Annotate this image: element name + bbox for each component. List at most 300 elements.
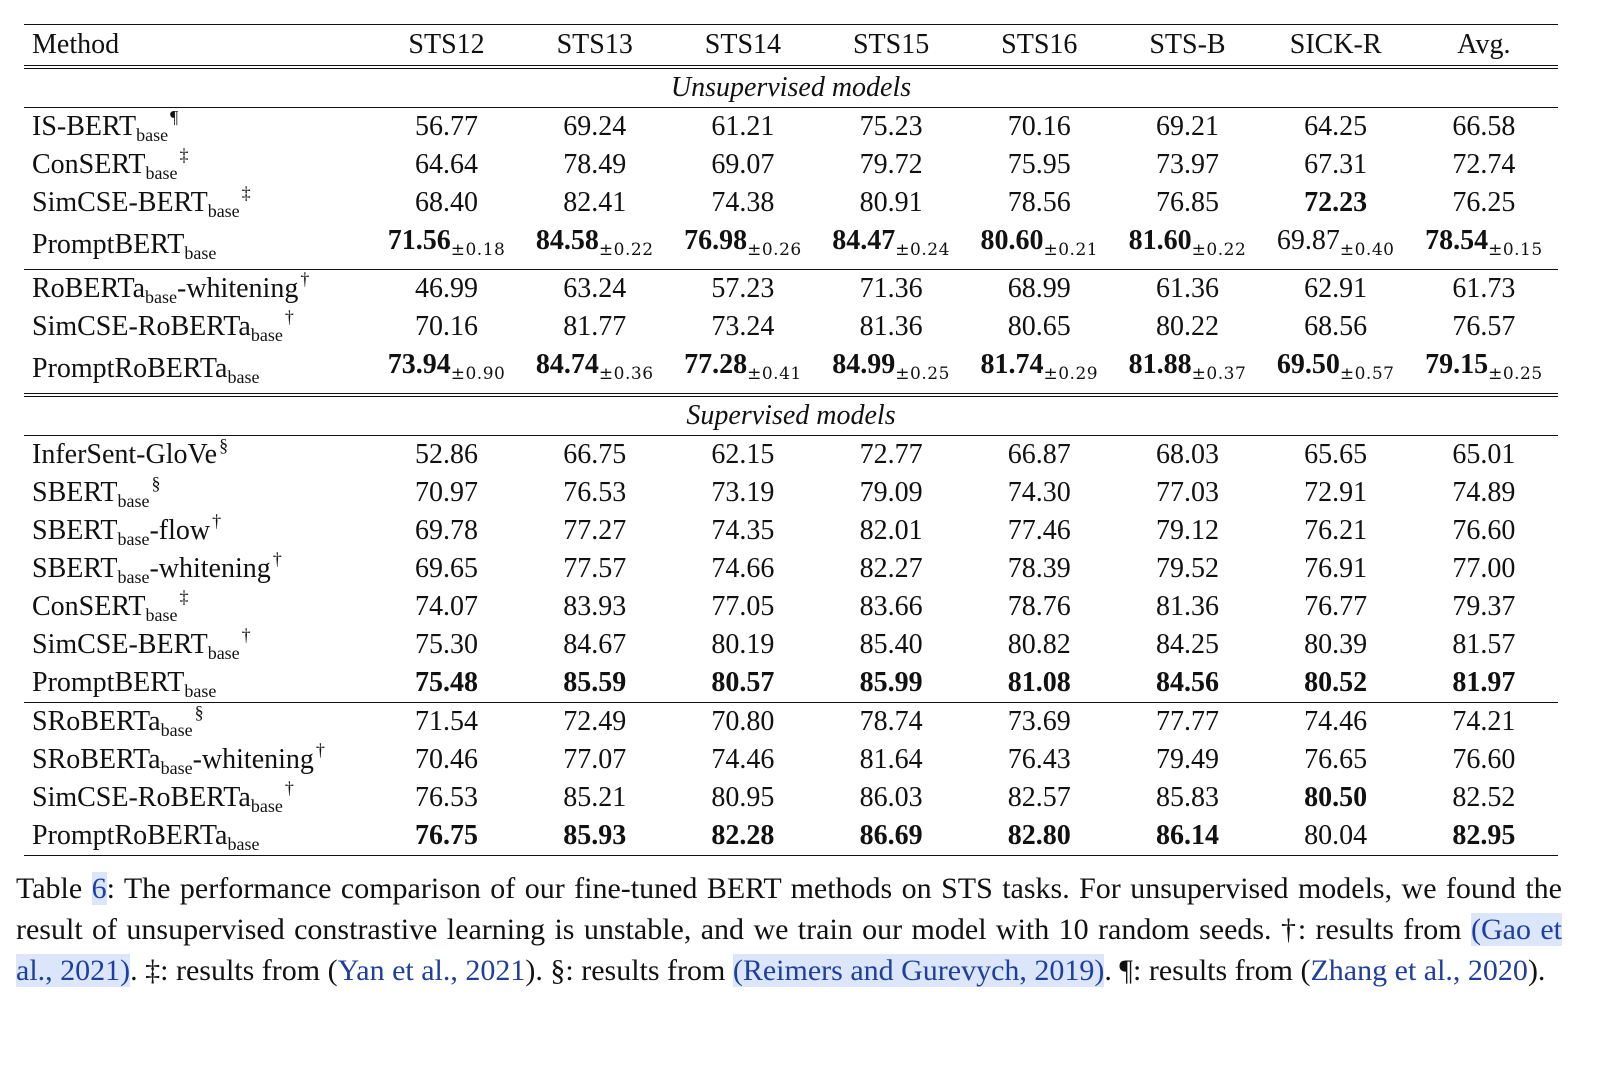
header-sts13: STS13 xyxy=(521,25,669,67)
score-cell xyxy=(1113,664,1261,703)
source-mark: § xyxy=(151,472,161,493)
method-subscript: base xyxy=(207,200,240,221)
score-value: 82.28 xyxy=(711,819,775,851)
score-cell xyxy=(1113,817,1261,856)
score-cell xyxy=(669,346,817,395)
citation-reimers-2019[interactable]: (Reimers and Gurevych, 2019) xyxy=(732,954,1105,987)
method-cell xyxy=(24,626,372,664)
score-value: 79.72 xyxy=(859,148,923,180)
table-row xyxy=(24,269,1558,308)
score-cell xyxy=(372,702,520,741)
score-value: 80.19 xyxy=(711,628,775,660)
score-std: ±0.26 xyxy=(747,239,802,260)
method-cell xyxy=(24,741,372,779)
score-value: 76.21 xyxy=(1304,514,1368,546)
score-value: 81.64 xyxy=(859,743,923,775)
score-value: 70.46 xyxy=(415,743,479,775)
score-cell xyxy=(1262,741,1410,779)
score-value: 69.65 xyxy=(415,552,479,584)
score-value: 74.89 xyxy=(1452,476,1516,508)
score-value: 80.95 xyxy=(711,781,775,813)
score-value: 74.21 xyxy=(1452,705,1516,737)
score-value: 63.24 xyxy=(563,272,627,304)
score-value: 75.30 xyxy=(415,628,479,660)
source-mark: † xyxy=(272,548,282,569)
citation-gao-2021[interactable]: (Gao et al., 2021) xyxy=(16,913,1562,987)
score-value: 70.97 xyxy=(415,476,479,508)
score-cell xyxy=(372,308,520,346)
score-value: 69.07 xyxy=(711,148,775,180)
table-row xyxy=(24,474,1558,512)
score-cell xyxy=(521,702,669,741)
score-value: 69.24 xyxy=(563,110,627,142)
caption-text-3: ). §: results from xyxy=(525,954,733,987)
method-name: SimCSE-BERT xyxy=(32,186,208,218)
header-sts16: STS16 xyxy=(965,25,1113,67)
score-value: 78.39 xyxy=(1007,552,1071,584)
score-cell xyxy=(1262,346,1410,395)
score-value: 82.80 xyxy=(1007,819,1071,851)
score-value: 76.43 xyxy=(1007,743,1071,775)
method-subscript: base xyxy=(145,162,178,183)
score-cell xyxy=(817,308,965,346)
score-cell xyxy=(669,308,817,346)
score-cell xyxy=(372,184,520,222)
score-value: 65.65 xyxy=(1304,438,1368,470)
score-cell xyxy=(965,626,1113,664)
score-std: ±0.57 xyxy=(1339,363,1395,384)
score-std: ±0.25 xyxy=(1488,363,1543,384)
score-cell xyxy=(1262,222,1410,270)
score-cell xyxy=(817,269,965,308)
score-value: 46.99 xyxy=(415,272,479,304)
method-cell xyxy=(24,664,372,703)
score-std: ±0.40 xyxy=(1339,239,1395,260)
score-value: 77.57 xyxy=(563,552,627,584)
score-cell xyxy=(1113,107,1261,146)
method-subscript: base xyxy=(117,566,150,587)
score-cell xyxy=(817,146,965,184)
score-cell xyxy=(372,269,520,308)
score-cell xyxy=(1262,146,1410,184)
table-row xyxy=(24,779,1558,817)
score-cell xyxy=(965,222,1113,270)
source-mark: † xyxy=(300,268,310,289)
score-value: 61.73 xyxy=(1452,272,1516,304)
score-cell xyxy=(1262,107,1410,146)
source-mark: § xyxy=(219,434,229,455)
table-row xyxy=(24,308,1558,346)
score-value: 66.58 xyxy=(1452,110,1516,142)
score-cell xyxy=(817,779,965,817)
score-cell xyxy=(1410,435,1558,474)
method-suffix: -whitening xyxy=(177,272,299,304)
score-value: 79.52 xyxy=(1155,552,1219,584)
score-value: 86.14 xyxy=(1155,819,1219,851)
score-value: 74.07 xyxy=(415,590,479,622)
table-row xyxy=(24,741,1558,779)
score-cell xyxy=(521,146,669,184)
score-value: 69.78 xyxy=(415,514,479,546)
score-value: 72.23 xyxy=(1304,186,1368,218)
score-cell xyxy=(521,817,669,856)
method-cell xyxy=(24,512,372,550)
score-cell xyxy=(372,741,520,779)
score-value: 57.23 xyxy=(711,272,775,304)
score-cell xyxy=(1410,779,1558,817)
score-value: 79.09 xyxy=(859,476,923,508)
caption-label: Table xyxy=(16,872,92,905)
method-subscript: base xyxy=(160,719,193,740)
score-cell xyxy=(1410,474,1558,512)
score-cell xyxy=(1262,512,1410,550)
score-cell xyxy=(965,512,1113,550)
score-std: ±0.29 xyxy=(1043,363,1099,384)
score-value: 81.74 xyxy=(980,348,1044,380)
score-std: ±0.22 xyxy=(1191,239,1247,260)
table-row xyxy=(24,512,1558,550)
score-value: 71.36 xyxy=(859,272,923,304)
table-row xyxy=(24,626,1558,664)
score-value: 79.49 xyxy=(1155,743,1219,775)
score-cell xyxy=(1262,269,1410,308)
score-value: 79.37 xyxy=(1452,590,1516,622)
score-value: 73.97 xyxy=(1155,148,1219,180)
score-cell xyxy=(965,588,1113,626)
header-stsb: STS-B xyxy=(1113,25,1261,67)
table-body xyxy=(24,67,1558,856)
score-value: 66.87 xyxy=(1007,438,1071,470)
method-subscript: base xyxy=(117,528,150,549)
score-value: 64.25 xyxy=(1304,110,1368,142)
score-value: 68.03 xyxy=(1155,438,1219,470)
method-name: ConSERT xyxy=(32,148,146,180)
caption-text-4: . ¶: results from ( xyxy=(1104,954,1311,987)
score-cell xyxy=(521,550,669,588)
score-value: 81.08 xyxy=(1007,666,1071,698)
score-cell xyxy=(1410,184,1558,222)
score-cell xyxy=(965,435,1113,474)
score-cell xyxy=(372,779,520,817)
score-cell xyxy=(965,184,1113,222)
method-subscript: base xyxy=(117,490,150,511)
method-suffix: -whitening xyxy=(149,552,271,584)
score-cell xyxy=(372,588,520,626)
score-cell xyxy=(669,107,817,146)
score-cell xyxy=(1113,779,1261,817)
section-title-supervised: Supervised models xyxy=(24,395,1558,436)
header-avg: Avg. xyxy=(1410,25,1558,67)
score-value: 76.53 xyxy=(563,476,627,508)
caption-text-2: . ‡: results from ( xyxy=(130,954,338,987)
score-value: 74.30 xyxy=(1007,476,1071,508)
score-cell xyxy=(1410,664,1558,703)
score-value: 72.91 xyxy=(1304,476,1368,508)
score-std: ±0.41 xyxy=(747,363,802,384)
score-value: 82.01 xyxy=(859,514,923,546)
method-cell xyxy=(24,346,372,395)
score-value: 82.57 xyxy=(1007,781,1071,813)
score-cell xyxy=(372,474,520,512)
source-mark: † xyxy=(284,777,294,798)
score-value: 82.41 xyxy=(563,186,627,218)
method-cell xyxy=(24,817,372,856)
score-cell xyxy=(1410,741,1558,779)
source-mark: ‡ xyxy=(179,586,189,607)
table-row xyxy=(24,550,1558,588)
score-value: 80.50 xyxy=(1304,781,1368,813)
score-value: 68.56 xyxy=(1304,310,1368,342)
score-cell xyxy=(817,184,965,222)
score-value: 72.49 xyxy=(563,705,627,737)
score-cell xyxy=(817,222,965,270)
score-value: 62.91 xyxy=(1304,272,1368,304)
score-value: 69.21 xyxy=(1155,110,1219,142)
score-cell xyxy=(669,222,817,270)
score-cell xyxy=(965,308,1113,346)
score-cell xyxy=(521,308,669,346)
score-value: 70.16 xyxy=(415,310,479,342)
source-mark: † xyxy=(284,306,294,327)
score-value: 77.27 xyxy=(563,514,627,546)
score-cell xyxy=(1113,474,1261,512)
score-std: ±0.25 xyxy=(895,363,950,384)
score-cell xyxy=(965,346,1113,395)
score-value: 78.76 xyxy=(1007,590,1071,622)
method-name: PromptBERT xyxy=(32,666,185,698)
score-value: 81.36 xyxy=(859,310,923,342)
score-value: 84.25 xyxy=(1155,628,1219,660)
score-cell xyxy=(817,664,965,703)
score-value: 52.86 xyxy=(415,438,479,470)
citation-yan-2021[interactable]: Yan et al., 2021 xyxy=(337,954,526,987)
score-value: 77.77 xyxy=(1155,705,1219,737)
method-cell xyxy=(24,779,372,817)
header-sickr: SICK-R xyxy=(1262,25,1410,67)
table-row xyxy=(24,588,1558,626)
score-value: 76.57 xyxy=(1452,310,1516,342)
score-cell xyxy=(1113,184,1261,222)
score-value: 80.91 xyxy=(859,186,923,218)
score-value: 85.40 xyxy=(859,628,923,660)
score-cell xyxy=(965,741,1113,779)
method-cell xyxy=(24,435,372,474)
method-name: InferSent-GloVe xyxy=(32,438,218,470)
score-cell xyxy=(521,184,669,222)
score-value: 76.98 xyxy=(684,224,748,256)
score-cell xyxy=(1113,741,1261,779)
score-value: 71.54 xyxy=(415,705,479,737)
table-row xyxy=(24,222,1558,270)
score-value: 84.56 xyxy=(1155,666,1219,698)
score-cell xyxy=(372,346,520,395)
score-value: 80.39 xyxy=(1304,628,1368,660)
score-cell xyxy=(1113,222,1261,270)
score-value: 82.27 xyxy=(859,552,923,584)
score-value: 85.99 xyxy=(859,666,923,698)
score-value: 78.56 xyxy=(1007,186,1071,218)
score-value: 76.25 xyxy=(1452,186,1516,218)
method-name: SBERT xyxy=(32,476,118,508)
method-subscript: base xyxy=(227,833,260,854)
score-value: 74.66 xyxy=(711,552,775,584)
score-value: 86.03 xyxy=(859,781,923,813)
score-cell xyxy=(521,107,669,146)
score-cell xyxy=(1410,222,1558,270)
source-mark: ‡ xyxy=(179,144,189,165)
score-cell xyxy=(1113,702,1261,741)
score-value: 65.01 xyxy=(1452,438,1516,470)
score-value: 84.58 xyxy=(535,224,599,256)
score-cell xyxy=(372,550,520,588)
score-value: 62.15 xyxy=(711,438,775,470)
score-value: 80.57 xyxy=(711,666,775,698)
score-cell xyxy=(817,512,965,550)
score-cell xyxy=(1410,107,1558,146)
section-title-unsupervised: Unsupervised models xyxy=(24,67,1558,108)
score-value: 80.52 xyxy=(1304,666,1368,698)
score-value: 73.24 xyxy=(711,310,775,342)
score-cell xyxy=(1262,474,1410,512)
score-cell xyxy=(521,222,669,270)
score-std: ±0.36 xyxy=(598,363,654,384)
score-cell xyxy=(965,702,1113,741)
method-name: SimCSE-BERT xyxy=(32,628,208,660)
method-subscript: base xyxy=(250,795,283,816)
score-value: 77.05 xyxy=(711,590,775,622)
score-cell xyxy=(372,222,520,270)
score-cell xyxy=(669,702,817,741)
score-cell xyxy=(1262,779,1410,817)
score-cell xyxy=(669,474,817,512)
source-mark: † xyxy=(212,510,222,531)
score-cell xyxy=(669,550,817,588)
score-value: 74.46 xyxy=(1304,705,1368,737)
score-value: 77.46 xyxy=(1007,514,1071,546)
score-value: 73.19 xyxy=(711,476,775,508)
score-std: ±0.15 xyxy=(1488,239,1543,260)
score-cell xyxy=(1262,626,1410,664)
score-cell xyxy=(965,269,1113,308)
score-std: ±0.24 xyxy=(895,239,950,260)
score-value: 78.49 xyxy=(563,148,627,180)
method-subscript: base xyxy=(145,286,178,307)
score-value: 78.54 xyxy=(1425,224,1489,256)
method-name: IS-BERT xyxy=(32,110,137,142)
score-cell xyxy=(1113,346,1261,395)
score-cell xyxy=(817,550,965,588)
header-method: Method xyxy=(24,25,372,67)
method-cell xyxy=(24,222,372,270)
score-value: 76.60 xyxy=(1452,743,1516,775)
score-value: 80.04 xyxy=(1304,819,1368,851)
score-value: 75.48 xyxy=(415,666,479,698)
method-subscript: base xyxy=(227,367,260,387)
score-cell xyxy=(669,146,817,184)
score-cell xyxy=(669,269,817,308)
score-cell xyxy=(1262,702,1410,741)
score-cell xyxy=(521,269,669,308)
score-value: 81.36 xyxy=(1155,590,1219,622)
score-cell xyxy=(1262,308,1410,346)
score-value: 73.94 xyxy=(387,348,451,380)
score-cell xyxy=(669,664,817,703)
method-cell xyxy=(24,308,372,346)
method-cell xyxy=(24,474,372,512)
score-cell xyxy=(669,435,817,474)
score-cell xyxy=(1410,817,1558,856)
source-mark: ¶ xyxy=(170,106,179,127)
method-cell xyxy=(24,107,372,146)
score-cell xyxy=(1262,664,1410,703)
score-cell xyxy=(965,550,1113,588)
table-row xyxy=(24,107,1558,146)
score-cell xyxy=(1410,702,1558,741)
score-cell xyxy=(1113,512,1261,550)
score-cell xyxy=(1113,269,1261,308)
score-cell xyxy=(372,626,520,664)
score-value: 72.74 xyxy=(1452,148,1516,180)
source-mark: † xyxy=(315,739,325,760)
method-name: SimCSE-RoBERTa xyxy=(32,310,251,342)
score-value: 67.31 xyxy=(1304,148,1368,180)
score-cell xyxy=(1262,550,1410,588)
method-name: SRoBERTa xyxy=(32,705,161,737)
method-suffix: -whitening xyxy=(192,743,314,775)
score-value: 68.40 xyxy=(415,186,479,218)
score-cell xyxy=(1410,626,1558,664)
score-value: 69.50 xyxy=(1276,348,1340,380)
score-cell xyxy=(521,474,669,512)
method-subscript: base xyxy=(136,124,169,145)
score-cell xyxy=(1113,308,1261,346)
score-value: 84.99 xyxy=(832,348,896,380)
method-suffix: -flow xyxy=(149,514,211,546)
score-cell xyxy=(521,512,669,550)
score-value: 80.82 xyxy=(1007,628,1071,660)
score-value: 70.80 xyxy=(711,705,775,737)
score-value: 74.46 xyxy=(711,743,775,775)
score-value: 81.60 xyxy=(1128,224,1192,256)
score-value: 84.67 xyxy=(563,628,627,660)
score-cell xyxy=(965,474,1113,512)
score-cell xyxy=(372,664,520,703)
table-caption xyxy=(16,868,1562,991)
score-value: 76.53 xyxy=(415,781,479,813)
source-mark: § xyxy=(194,701,204,722)
caption-text-5: ). xyxy=(1527,954,1546,987)
caption-table-number[interactable]: 6 xyxy=(91,872,107,905)
section-row-unsupervised xyxy=(24,67,1558,108)
score-cell xyxy=(1113,626,1261,664)
score-value: 76.60 xyxy=(1452,514,1516,546)
score-value: 56.77 xyxy=(415,110,479,142)
score-value: 84.47 xyxy=(832,224,896,256)
score-cell xyxy=(817,817,965,856)
score-value: 76.65 xyxy=(1304,743,1368,775)
score-value: 76.91 xyxy=(1304,552,1368,584)
citation-zhang-2020[interactable]: Zhang et al., 2020 xyxy=(1310,954,1528,987)
score-value: 80.22 xyxy=(1155,310,1219,342)
score-std: ±0.37 xyxy=(1191,363,1247,384)
score-std: ±0.21 xyxy=(1043,239,1099,260)
method-cell xyxy=(24,588,372,626)
score-cell xyxy=(817,435,965,474)
table-row xyxy=(24,817,1558,856)
score-value: 79.15 xyxy=(1425,348,1489,380)
method-name: PromptBERT xyxy=(32,229,185,260)
score-cell xyxy=(817,588,965,626)
